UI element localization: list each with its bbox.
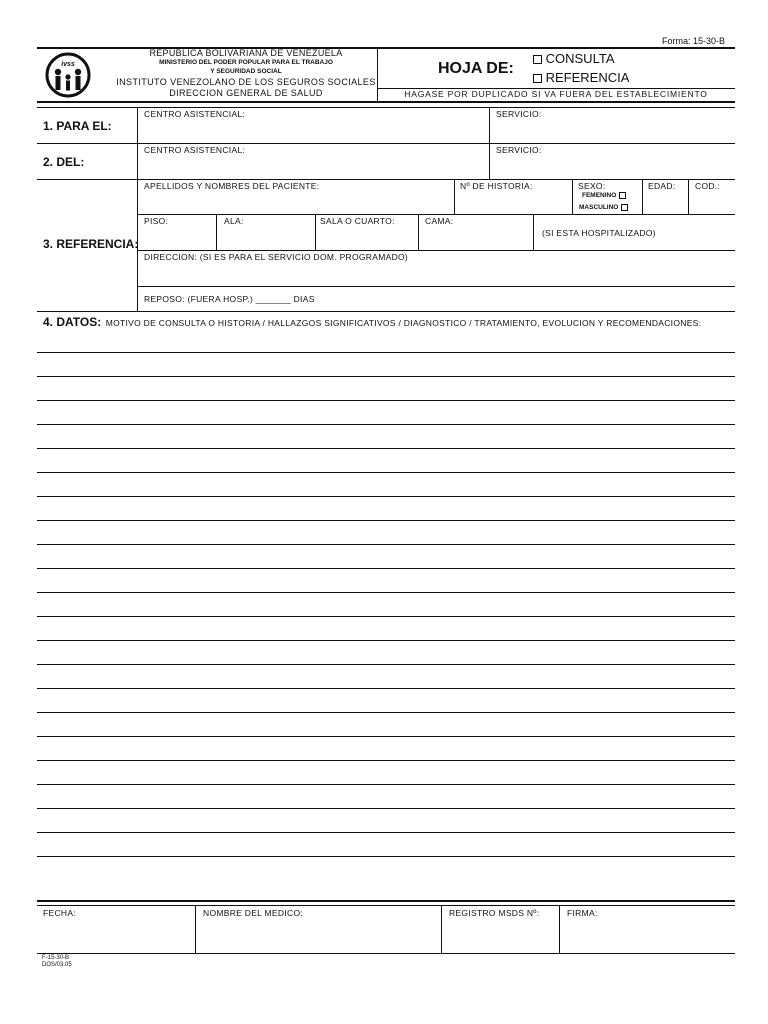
footer-divider-3 (559, 905, 560, 953)
writing-line (37, 520, 735, 521)
footer-code-line2: DOS/03.05 (42, 962, 72, 968)
referencia-label: REFERENCIA (545, 70, 630, 85)
femenino-checkbox[interactable] (619, 192, 626, 199)
writing-line (37, 448, 735, 449)
hospitalizado-note: (SI ESTA HOSPITALIZADO) (542, 228, 656, 238)
registro-field[interactable] (444, 920, 556, 950)
section1-servicio-label: SERVICIO: (496, 109, 542, 119)
consulta-label: CONSULTA (545, 51, 615, 66)
section3-bottom (37, 311, 735, 312)
section2-title: 2. DEL: (43, 155, 85, 169)
header-bottom-border (37, 101, 735, 103)
footer-code-line1: F-15-30-B (42, 955, 70, 961)
writing-line (37, 784, 735, 785)
section3-title: 3. REFERENCIA: (43, 237, 139, 251)
masculino-option[interactable] (579, 204, 628, 211)
femenino-label: FEMENINO (582, 192, 617, 200)
femenino-option[interactable] (582, 192, 626, 199)
writing-line (37, 424, 735, 425)
writing-line (37, 376, 735, 377)
fecha-label: FECHA: (43, 908, 76, 918)
section4-description: MOTIVO DE CONSULTA O HISTORIA / HALLAZGOS SIGNIFICATIVOS / DIAGNOSTICO / TRATAMIENTO, EVOLUCION Y RECOMENDACIONES: (105, 318, 702, 328)
sala-label: SALA O CUARTO: (320, 216, 395, 226)
hospitalizado-divider (533, 214, 534, 250)
sexo-divider (572, 179, 573, 214)
writing-line (37, 808, 735, 809)
option-consulta[interactable] (533, 51, 614, 66)
patient-row-bottom (137, 214, 735, 215)
writing-line (37, 568, 735, 569)
ala-divider (216, 214, 217, 250)
firma-field[interactable] (562, 920, 732, 950)
location-row-bottom (137, 250, 735, 251)
writing-line (37, 712, 735, 713)
title-column-divider (137, 107, 138, 311)
medico-field[interactable] (198, 920, 438, 950)
writing-line (37, 496, 735, 497)
writing-line (37, 760, 735, 761)
piso-label: PISO: (144, 216, 169, 226)
section2-centro-label: CENTRO ASISTENCIAL: (144, 145, 246, 155)
footer-top-border-1 (37, 900, 735, 902)
section4-title: 4. DATOS: (43, 315, 102, 329)
header-line-seguridad: Y SEGURIDAD SOCIAL (210, 68, 282, 75)
footer-code (42, 955, 72, 969)
cama-divider (418, 214, 419, 250)
header-line-direccion: DIRECCION GENERAL DE SALUD (169, 88, 323, 98)
duplicado-note: HAGASE POR DUPLICADO SI VA FUERA DEL ESTABLECIMIENTO (404, 89, 708, 99)
sala-divider (315, 214, 316, 250)
writing-line (37, 664, 735, 665)
writing-line (37, 688, 735, 689)
writing-line (37, 400, 735, 401)
cod-label: COD.: (695, 181, 721, 191)
medico-label: NOMBRE DEL MEDICO: (203, 908, 304, 918)
row1-bottom (37, 143, 735, 144)
ala-label: ALA: (224, 216, 244, 226)
section1-centro-field[interactable] (140, 120, 485, 140)
section1-centro-label: CENTRO ASISTENCIAL: (144, 109, 246, 119)
writing-line (37, 352, 735, 353)
section1-servicio-field[interactable] (492, 120, 732, 140)
fecha-field[interactable] (40, 920, 192, 950)
masculino-checkbox[interactable] (621, 204, 628, 211)
historia-label: Nº DE HISTORIA: (460, 181, 533, 191)
writing-line (37, 736, 735, 737)
cama-label: CAMA: (425, 216, 454, 226)
section1-title: 1. PARA EL: (43, 119, 112, 133)
consulta-checkbox[interactable] (533, 55, 542, 64)
firma-label: FIRMA: (567, 908, 598, 918)
logo-text: ivss (61, 61, 75, 68)
apellidos-label: APELLIDOS Y NOMBRES DEL PACIENTE: (144, 181, 320, 191)
edad-divider (642, 179, 643, 214)
header-line-institute: INSTITUTO VENEZOLANO DE LOS SEGUROS SOCIALES (116, 77, 376, 87)
cod-divider (688, 179, 689, 214)
writing-line (37, 832, 735, 833)
row2-bottom (37, 179, 735, 180)
servicio-divider (489, 107, 490, 179)
direccion-row-bottom (137, 286, 735, 287)
hoja-de-title: HOJA DE: (438, 60, 514, 77)
footer-divider-2 (441, 905, 442, 953)
writing-line (37, 472, 735, 473)
referencia-checkbox[interactable] (533, 74, 542, 83)
writing-line (37, 856, 735, 857)
form-top-border (37, 107, 735, 108)
footer-divider-1 (195, 905, 196, 953)
section2-centro-field[interactable] (140, 156, 485, 176)
ivss-logo (45, 52, 91, 103)
writing-line (37, 640, 735, 641)
writing-line (37, 616, 735, 617)
footer-top-border-2 (37, 905, 735, 906)
header-line-ministry: MINISTERIO DEL PODER POPULAR PARA EL TRABAJO (159, 59, 333, 66)
direccion-field[interactable] (140, 264, 732, 284)
writing-line (37, 592, 735, 593)
form-code: Forma: 15-30-B (662, 36, 726, 46)
section4-header (43, 313, 701, 331)
edad-label: EDAD: (648, 181, 676, 191)
registro-label: REGISTRO MSDS Nº: (449, 908, 540, 918)
reposo-label: REPOSO: (FUERA HOSP.) _______ DIAS (144, 294, 315, 304)
footer-bottom-border (37, 953, 735, 954)
sexo-label: SEXO: (578, 181, 606, 191)
historia-divider (454, 179, 455, 214)
section2-servicio-field[interactable] (492, 156, 732, 176)
section2-servicio-label: SERVICIO: (496, 145, 542, 155)
ivss-logo-icon (45, 52, 91, 98)
masculino-label: MASCULINO (579, 204, 619, 212)
direccion-label: DIRECCION: (SI ES PARA EL SERVICIO DOM. PROGRAMADO) (144, 252, 409, 262)
writing-line (37, 544, 735, 545)
header-line-republic: REPUBLICA BOLIVARIANA DE VENEZUELA (149, 48, 343, 58)
option-referencia[interactable] (533, 70, 629, 85)
